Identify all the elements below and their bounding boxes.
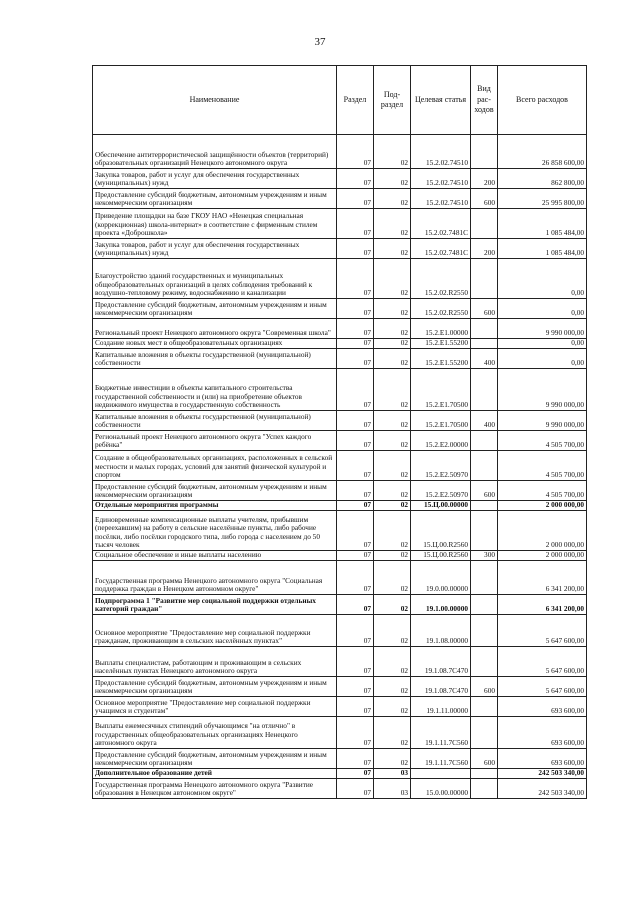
table-header-row [93,66,587,135]
row-expense-kind: 400 [471,411,498,431]
row-section: 07 [337,239,374,259]
row-expense-kind [471,135,498,169]
row-section: 07 [337,189,374,209]
row-section: 07 [337,749,374,769]
table-row [93,647,587,677]
row-name: Выплаты ежемесячных стипендий обучающимся "на отлично" в государственных общеобразовательных организациях Ненецкого автономного округа [93,717,337,749]
row-section: 07 [337,169,374,189]
row-name: Закупка товаров, работ и услуг для обеспечения государственных (муниципальных) нужд [93,169,337,189]
row-target-code: 15.0.00.00000 [411,779,471,799]
row-amount: 0,00 [498,259,587,299]
row-expense-kind: 300 [471,551,498,561]
row-section: 07 [337,511,374,551]
row-subsection: 02 [374,299,411,319]
row-section: 07 [337,451,374,481]
row-amount: 4 505 700,00 [498,481,587,501]
row-name: Предоставление субсидий бюджетным, автономным учреждениям и иным некоммерческим организациям [93,749,337,769]
row-amount: 1 085 484,00 [498,239,587,259]
row-subsection: 02 [374,431,411,451]
row-name: Предоставление субсидий бюджетным, автономным учреждениям и иным некоммерческим организациям [93,299,337,319]
table-row [93,561,587,595]
row-expense-kind: 600 [471,749,498,769]
header-target: Целевая статья [411,66,471,135]
row-name: Капитальные вложения в объекты государственной (муниципальной) собственности [93,411,337,431]
row-amount: 9 990 000,00 [498,411,587,431]
row-amount: 862 800,00 [498,169,587,189]
table-row [93,349,587,369]
row-section: 07 [337,209,374,239]
header-total: Всего расходов [498,66,587,135]
row-expense-kind [471,615,498,647]
row-expense-kind [471,769,498,779]
row-name: Закупка товаров, работ и услуг для обеспечения государственных (муниципальных) нужд [93,239,337,259]
row-target-code: 15.2.Е1.70500 [411,411,471,431]
row-section: 07 [337,369,374,411]
row-amount: 26 858 600,00 [498,135,587,169]
row-section: 07 [337,299,374,319]
table-row [93,431,587,451]
row-amount: 5 647 600,00 [498,647,587,677]
table-row [93,411,587,431]
row-subsection: 02 [374,169,411,189]
row-target-code: 15.2.02.7481С [411,239,471,259]
row-amount: 693 600,00 [498,749,587,769]
row-expense-kind [471,451,498,481]
row-target-code: 15.2.02.74510 [411,135,471,169]
row-target-code: 15.2.02.74510 [411,189,471,209]
table-row [93,677,587,697]
row-target-code: 15.2.Е1.55200 [411,339,471,349]
row-section: 07 [337,259,374,299]
table-row [93,615,587,647]
row-expense-kind [471,511,498,551]
row-target-code: 15.2.Е1.00000 [411,319,471,339]
row-name: Капитальные вложения в объекты государственной (муниципальной) собственности [93,349,337,369]
table-row [93,319,587,339]
row-expense-kind: 600 [471,299,498,319]
row-amount: 9 990 000,00 [498,369,587,411]
table-row [93,189,587,209]
row-expense-kind: 400 [471,349,498,369]
header-kind: Вид рас-ходов [471,66,498,135]
row-subsection: 02 [374,749,411,769]
page-number: 37 [314,36,326,48]
row-target-code: 19.1.11.7С560 [411,717,471,749]
row-target-code: 19.1.11.7С560 [411,749,471,769]
table-row [93,369,587,411]
row-section: 07 [337,349,374,369]
row-section: 07 [337,319,374,339]
row-section: 07 [337,677,374,697]
table-row [93,717,587,749]
table-row [93,551,587,561]
row-target-code: 15.Ц.00.00000 [411,501,471,511]
row-section: 07 [337,135,374,169]
row-name: Предоставление субсидий бюджетным, автономным учреждениям и иным некоммерческим организациям [93,189,337,209]
row-expense-kind [471,647,498,677]
row-amount: 693 600,00 [498,697,587,717]
row-name: Государственная программа Ненецкого автономного округа "Развитие образования в Ненецком автономном округе" [93,779,337,799]
row-target-code: 19.0.00.00000 [411,561,471,595]
row-amount: 242 503 340,00 [498,769,587,779]
table-row [93,169,587,189]
row-target-code: 15.Ц.00.R2560 [411,551,471,561]
row-section: 07 [337,769,374,779]
table-row [93,339,587,349]
row-expense-kind: 200 [471,169,498,189]
row-amount: 5 647 600,00 [498,677,587,697]
row-amount: 5 647 600,00 [498,615,587,647]
row-subsection: 02 [374,189,411,209]
row-subsection: 02 [374,451,411,481]
row-amount: 6 341 200,00 [498,595,587,615]
row-name: Основное мероприятие "Предоставление мер социальной поддержки учащимся и студентам" [93,697,337,717]
row-subsection: 02 [374,551,411,561]
row-section: 07 [337,647,374,677]
row-target-code: 15.2.02.7481С [411,209,471,239]
row-amount: 2 000 000,00 [498,511,587,551]
row-expense-kind [471,259,498,299]
row-expense-kind: 600 [471,677,498,697]
row-name: Обеспечение антитеррористической защищённости объектов (территорий) образовательных организаций Ненецкого автономного округа [93,135,337,169]
row-name: Региональный проект Ненецкого автономного округа "Успех каждого ребёнка" [93,431,337,451]
row-name: Создание в общеобразовательных организациях, расположенных в сельской местности и малых городах, условий для занятий физической культурой и спортом [93,451,337,481]
row-subsection: 02 [374,717,411,749]
header-name: Наименование [93,66,337,135]
row-subsection: 02 [374,501,411,511]
row-target-code: 19.1.08.00000 [411,615,471,647]
row-amount: 4 505 700,00 [498,451,587,481]
table-row [93,697,587,717]
row-section: 07 [337,339,374,349]
row-name: Государственная программа Ненецкого автономного округа "Социальная поддержка граждан в Ненецком автономном округе" [93,561,337,595]
header-subsection: Под-раздел [374,66,411,135]
row-section: 07 [337,717,374,749]
row-section: 07 [337,501,374,511]
row-amount: 9 990 000,00 [498,319,587,339]
row-name: Выплаты специалистам, работающим и проживающим в сельских населённых пунктах Ненецкого автономного округа [93,647,337,677]
table-row [93,451,587,481]
row-target-code: 15.2.Е1.55200 [411,349,471,369]
row-subsection: 02 [374,259,411,299]
row-subsection: 02 [374,411,411,431]
row-expense-kind [471,501,498,511]
row-name: Предоставление субсидий бюджетным, автономным учреждениям и иным некоммерческим организациям [93,677,337,697]
row-expense-kind [471,717,498,749]
table-row [93,135,587,169]
row-subsection: 02 [374,209,411,239]
row-expense-kind [471,561,498,595]
row-expense-kind [471,431,498,451]
row-target-code: 15.Ц.00.R2560 [411,511,471,551]
row-expense-kind [471,369,498,411]
row-section: 07 [337,615,374,647]
row-amount: 2 000 000,00 [498,501,587,511]
row-target-code: 15.2.02.R2550 [411,259,471,299]
row-subsection: 02 [374,135,411,169]
row-subsection: 02 [374,511,411,551]
row-target-code: 19.1.00.00000 [411,595,471,615]
row-amount: 1 085 484,00 [498,209,587,239]
row-subsection: 02 [374,319,411,339]
row-subsection: 02 [374,239,411,259]
row-amount: 0,00 [498,299,587,319]
row-name: Отдельные мероприятия программы [93,501,337,511]
table-row [93,749,587,769]
row-expense-kind [471,779,498,799]
table-row [93,209,587,239]
table-row [93,501,587,511]
row-name: Приведение площадки на базе ГКОУ НАО «Ненецкая специальная (коррекционная) школа-интернат» в соответствие с фирменным стилем проекта «Доброшкола» [93,209,337,239]
row-subsection: 02 [374,349,411,369]
budget-table [92,65,587,799]
row-amount: 25 995 800,00 [498,189,587,209]
row-amount: 2 000 000,00 [498,551,587,561]
header-section: Раздел [337,66,374,135]
row-amount: 0,00 [498,339,587,349]
table-row [93,299,587,319]
row-subsection: 02 [374,697,411,717]
row-subsection: 02 [374,339,411,349]
row-subsection: 02 [374,677,411,697]
row-section: 07 [337,481,374,501]
row-expense-kind [471,319,498,339]
row-subsection: 03 [374,769,411,779]
table-row [93,769,587,779]
row-subsection: 02 [374,561,411,595]
row-amount: 4 505 700,00 [498,431,587,451]
row-target-code: 15.2.02.74510 [411,169,471,189]
row-expense-kind [471,209,498,239]
row-expense-kind [471,595,498,615]
row-name: Дополнительное образование детей [93,769,337,779]
row-name: Единовременные компенсационные выплаты учителям, прибывшим (переехавшим) на работу в сельские населённые пункты, либо рабочие посёлки, либо посёлки городского типа, либо города с населением до 50 тысяч человек [93,511,337,551]
table-row [93,481,587,501]
row-name: Благоустройство зданий государственных и муниципальных общеобразовательных организаций в целях соблюдения требований к воздушно-тепловому режиму, водоснабжению и канализации [93,259,337,299]
row-expense-kind [471,697,498,717]
row-name: Создание новых мест в общеобразовательных организациях [93,339,337,349]
row-name: Предоставление субсидий бюджетным, автономным учреждениям и иным некоммерческим организациям [93,481,337,501]
row-section: 07 [337,595,374,615]
row-section: 07 [337,779,374,799]
row-target-code: 19.1.08.7С470 [411,647,471,677]
row-amount: 242 503 340,00 [498,779,587,799]
row-subsection: 02 [374,615,411,647]
row-subsection: 02 [374,369,411,411]
row-amount: 693 600,00 [498,717,587,749]
row-section: 07 [337,697,374,717]
row-subsection: 03 [374,779,411,799]
row-expense-kind [471,339,498,349]
row-subsection: 02 [374,481,411,501]
row-target-code: 15.2.Е2.50970 [411,481,471,501]
row-subsection: 02 [374,595,411,615]
table-row [93,595,587,615]
row-amount: 6 341 200,00 [498,561,587,595]
row-name: Подпрограмма 1 "Развитие мер социальной поддержки отдельных категорий граждан" [93,595,337,615]
row-target-code: 19.1.08.7С470 [411,677,471,697]
row-name: Социальное обеспечение и иные выплаты населению [93,551,337,561]
row-name: Основное мероприятие "Предоставление мер социальной поддержки гражданам, проживающим в сельских населённых пунктах" [93,615,337,647]
row-name: Бюджетные инвестиции в объекты капитального строительства государственной собственности и (или) на приобретение объектов недвижимого имущества в государственную собственность [93,369,337,411]
row-target-code: 19.1.11.00000 [411,697,471,717]
row-subsection: 02 [374,647,411,677]
row-section: 07 [337,551,374,561]
row-name: Региональный проект Ненецкого автономного округа "Современная школа" [93,319,337,339]
row-target-code: 15.2.Е2.00000 [411,431,471,451]
row-expense-kind: 200 [471,239,498,259]
row-target-code: 15.2.Е2.50970 [411,451,471,481]
row-target-code: 15.2.Е1.70500 [411,369,471,411]
table-row [93,239,587,259]
table-row [93,779,587,799]
row-target-code [411,769,471,779]
row-target-code: 15.2.02.R2550 [411,299,471,319]
row-section: 07 [337,431,374,451]
row-amount: 0,00 [498,349,587,369]
table-row [93,259,587,299]
row-section: 07 [337,561,374,595]
row-expense-kind: 600 [471,481,498,501]
table-row [93,511,587,551]
row-expense-kind: 600 [471,189,498,209]
row-section: 07 [337,411,374,431]
